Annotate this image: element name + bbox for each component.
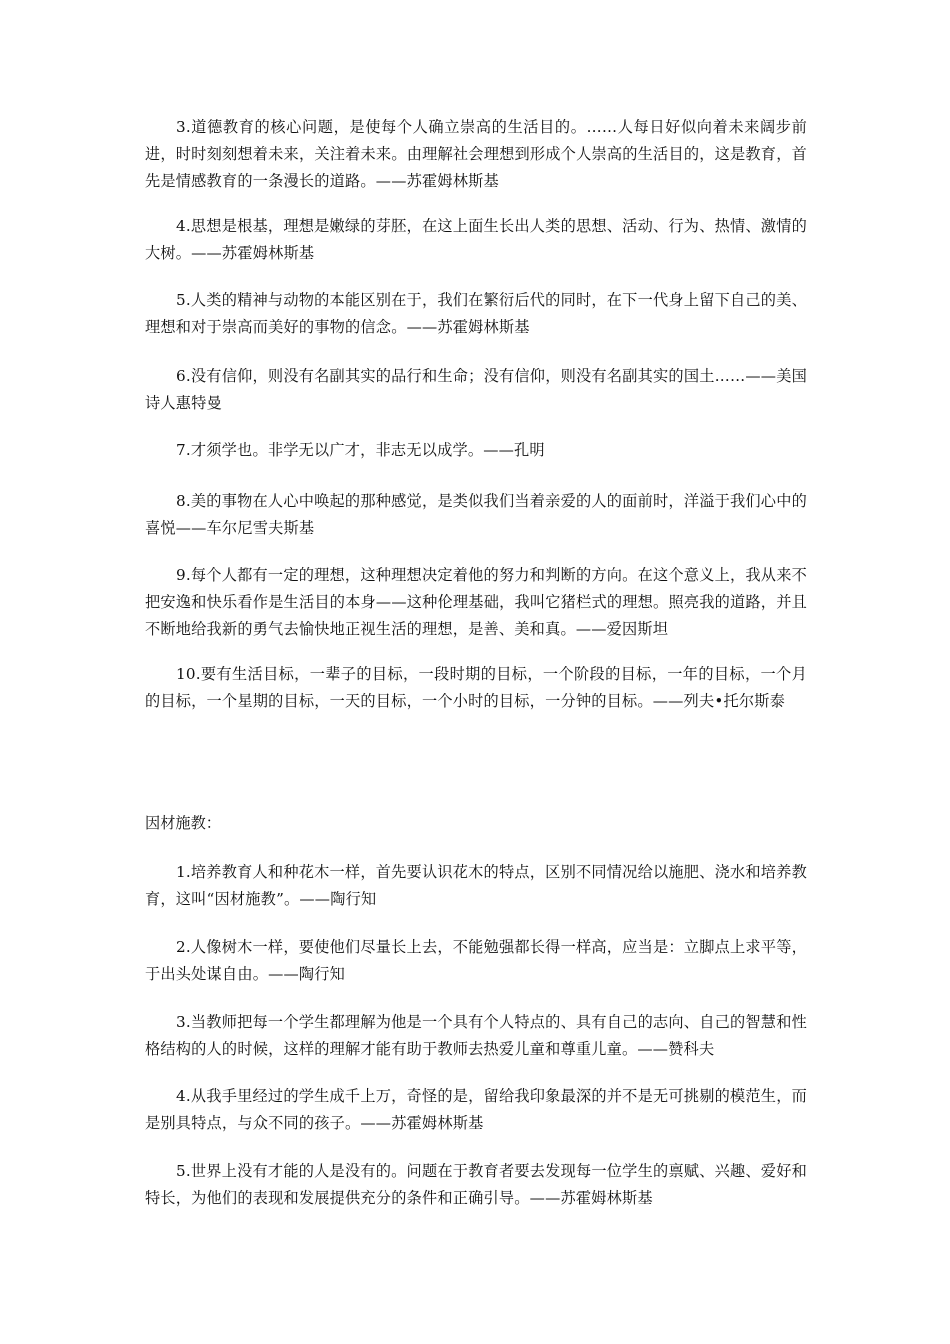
quote-paragraph: 3.当教师把每一个学生都理解为他是一个具有个人特点的、具有自己的志向、自己的智慧和性格结构的人的时候，这样的理解才能有助于教师去热爱儿童和尊重儿童。——赞科夫 [145, 1013, 807, 1058]
quote-paragraph: 4.思想是根基，理想是嫩绿的芽胚，在这上面生长出人类的思想、活动、行为、热情、激情的大树。——苏霍姆林斯基 [145, 217, 807, 262]
quote-paragraph: 4.从我手里经过的学生成千上万，奇怪的是，留给我印象最深的并不是无可挑剔的模范生，而是别具特点，与众不同的孩子。——苏霍姆林斯基 [145, 1087, 807, 1132]
quote-paragraph: 5.人类的精神与动物的本能区别在于，我们在繁衍后代的同时，在下一代身上留下自己的美、理想和对于崇高而美好的事物的信念。——苏霍姆林斯基 [145, 291, 807, 336]
quote-paragraph: 9.每个人都有一定的理想，这种理想决定着他的努力和判断的方向。在这个意义上，我从来不把安逸和快乐看作是生活目的本身——这种伦理基础，我叫它猪栏式的理想。照亮我的道路，并且不断地给我新的勇气去愉快地正视生活的理想，是善、美和真。——爱因斯坦 [145, 566, 807, 638]
quote-paragraph: 5.世界上没有才能的人是没有的。问题在于教育者要去发现每一位学生的禀赋、兴趣、爱好和特长，为他们的表现和发展提供充分的条件和正确引导。——苏霍姆林斯基 [145, 1162, 807, 1207]
quote-paragraph: 6.没有信仰，则没有名副其实的品行和生命；没有信仰，则没有名副其实的国土……——美国诗人惠特曼 [145, 367, 807, 412]
quote-paragraph: 7.才须学也。非学无以广才，非志无以成学。——孔明 [176, 441, 545, 459]
quote-paragraph: 2.人像树木一样，要使他们尽量长上去，不能勉强都长得一样高，应当是：立脚点上求平等，于出头处谋自由。——陶行知 [145, 938, 807, 983]
quote-paragraph: 3.道德教育的核心问题，是使每个人确立崇高的生活目的。……人每日好似向着未来阔步前进，时时刻刻想着未来，关注着未来。由理解社会理想到形成个人崇高的生活目的，这是教育，首先是情感教育的一条漫长的道路。——苏霍姆林斯基 [145, 118, 807, 190]
quote-paragraph: 8.美的事物在人心中唤起的那种感觉，是类似我们当着亲爱的人的面前时，洋溢于我们心中的喜悦——车尔尼雪夫斯基 [145, 492, 807, 537]
quote-paragraph: 10.要有生活目标，一辈子的目标，一段时期的目标，一个阶段的目标，一年的目标，一个月的目标，一个星期的目标，一天的目标，一个小时的目标，一分钟的目标。——列夫•托尔斯泰 [145, 665, 807, 710]
quote-paragraph: 1.培养教育人和种花木一样，首先要认识花木的特点，区别不同情况给以施肥、浇水和培养教育，这叫“因材施教”。——陶行知 [145, 863, 807, 908]
section-heading: 因材施教： [145, 814, 221, 832]
